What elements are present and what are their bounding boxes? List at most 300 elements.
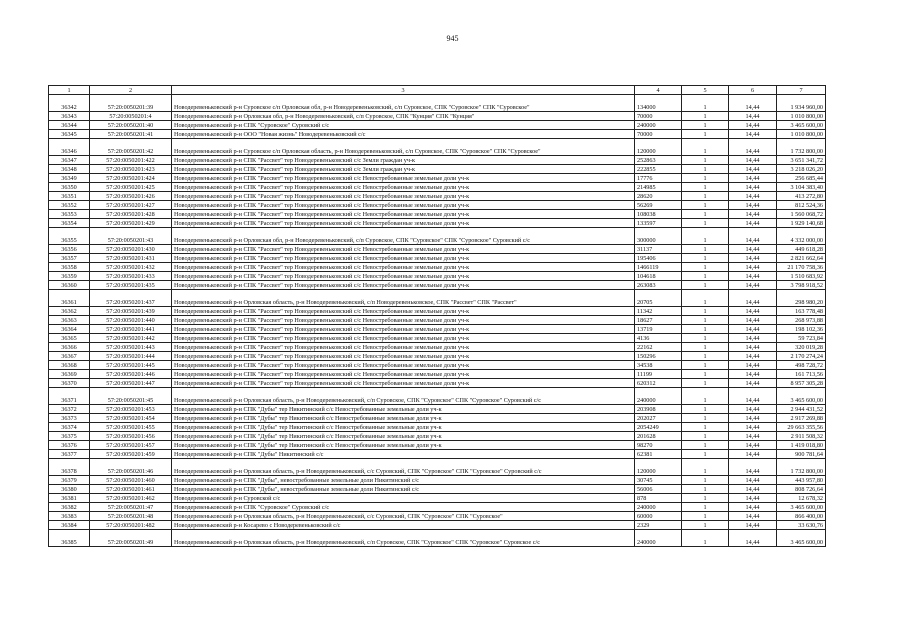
count-cell: 1 <box>682 183 729 192</box>
address-cell: Новодеревеньковский р-н СПК "Рассвет" тер Новодеревеньковский с/с Невостребованные земельные доли уч-к <box>172 334 635 343</box>
row-number-cell: 36378 <box>49 459 90 476</box>
rate-cell: 14,44 <box>729 254 777 263</box>
column-header: 6 <box>729 86 777 95</box>
cadastral-value-cell: 3 465 600,00 <box>777 121 826 130</box>
cadastral-value-cell: 12 678,32 <box>777 494 826 503</box>
area-cell: 28620 <box>635 192 682 201</box>
area-cell: 13719 <box>635 325 682 334</box>
count-cell: 1 <box>682 370 729 379</box>
count-cell: 1 <box>682 512 729 521</box>
count-cell: 1 <box>682 352 729 361</box>
cadastral-value-cell: 8 957 305,28 <box>777 379 826 388</box>
rate-cell: 14,44 <box>729 192 777 201</box>
row-number-cell: 36353 <box>49 210 90 219</box>
cadastral-number-cell: 57:20:0050201:459 <box>90 450 172 459</box>
rate-cell: 14,44 <box>729 423 777 432</box>
table-row <box>49 476 826 485</box>
row-number-cell: 36385 <box>49 530 90 547</box>
cadastral-number-cell: 57:20:0050201:43 <box>90 228 172 245</box>
row-number-cell: 36356 <box>49 245 90 254</box>
table-row <box>49 165 826 174</box>
table-row <box>49 459 826 476</box>
table-row <box>49 494 826 503</box>
count-cell: 1 <box>682 139 729 156</box>
address-cell: Новодеревеньковский р-н СПК "Рассвет" тер Новодеревеньковский с/с Невостребованные земельные доли уч-к <box>172 281 635 290</box>
area-cell: 240000 <box>635 530 682 547</box>
cadastral-value-cell: 812 524,36 <box>777 201 826 210</box>
table-row <box>49 281 826 290</box>
cadastral-value-cell: 1 934 960,00 <box>777 95 826 112</box>
rate-cell: 14,44 <box>729 156 777 165</box>
cadastral-value-cell: 1 419 018,80 <box>777 441 826 450</box>
address-cell: Новодеревеньковский р-н Суровской с/с <box>172 494 635 503</box>
count-cell: 1 <box>682 388 729 405</box>
count-cell: 1 <box>682 192 729 201</box>
cadastral-value-cell: 443 957,80 <box>777 476 826 485</box>
cadastral-value-cell: 498 728,72 <box>777 361 826 370</box>
row-number-cell: 36377 <box>49 450 90 459</box>
row-number-cell: 36383 <box>49 512 90 521</box>
rate-cell: 14,44 <box>729 174 777 183</box>
cadastral-number-cell: 57:20:0050201:432 <box>90 263 172 272</box>
rate-cell: 14,44 <box>729 512 777 521</box>
count-cell: 1 <box>682 414 729 423</box>
row-number-cell: 36342 <box>49 95 90 112</box>
area-cell: 22162 <box>635 343 682 352</box>
area-cell: 11342 <box>635 307 682 316</box>
cadastral-value-cell: 1 010 800,00 <box>777 112 826 121</box>
table-row <box>49 156 826 165</box>
table-row <box>49 485 826 494</box>
rate-cell: 14,44 <box>729 530 777 547</box>
area-cell: 17776 <box>635 174 682 183</box>
row-number-cell: 36357 <box>49 254 90 263</box>
area-cell: 252863 <box>635 156 682 165</box>
count-cell: 1 <box>682 334 729 343</box>
address-cell: Новодеревеньковский р-н Орловская область, р-н Новодеревеньковский, с/с Суровский, СПК "Суровское" СПК "Суровское" Суровский с/с <box>172 459 635 476</box>
count-cell: 1 <box>682 174 729 183</box>
cadastral-number-cell: 57:20:0050201:46 <box>90 459 172 476</box>
address-cell: Новодеревеньковский р-н Орловская область, р-н Новодеревеньковский, с/с Суровский, СПК "Суровское" СПК "Суровское" <box>172 512 635 521</box>
address-cell: Новодеревеньковский р-н СПК "Рассвет" тер Новодеревеньковский с/с Невостребованные земельные доли уч-к <box>172 272 635 281</box>
count-cell: 1 <box>682 494 729 503</box>
rate-cell: 14,44 <box>729 272 777 281</box>
row-number-cell: 36370 <box>49 379 90 388</box>
cadastral-number-cell: 57:20:0050201:428 <box>90 210 172 219</box>
count-cell: 1 <box>682 521 729 530</box>
area-cell: 150296 <box>635 352 682 361</box>
cadastral-number-cell: 57:20:0050201:444 <box>90 352 172 361</box>
row-number-cell: 36371 <box>49 388 90 405</box>
table-row <box>49 370 826 379</box>
rate-cell: 14,44 <box>729 414 777 423</box>
count-cell: 1 <box>682 95 729 112</box>
row-number-cell: 36380 <box>49 485 90 494</box>
row-number-cell: 36373 <box>49 414 90 423</box>
address-cell: Новодеревеньковский р-н СПК "Рассвет" тер Новодеревеньковский с/с Невостребованные земельные доли уч-к <box>172 263 635 272</box>
rate-cell: 14,44 <box>729 405 777 414</box>
count-cell: 1 <box>682 316 729 325</box>
cadastral-value-cell: 3 798 918,52 <box>777 281 826 290</box>
table-row <box>49 201 826 210</box>
cadastral-number-cell: 57:20:0050201:442 <box>90 334 172 343</box>
address-cell: Новодеревеньковский р-н ООО "Новая жизнь" Новодеревеньковский с/с <box>172 130 635 139</box>
row-number-cell: 36382 <box>49 503 90 512</box>
area-cell: 104618 <box>635 272 682 281</box>
count-cell: 1 <box>682 361 729 370</box>
cadastral-value-cell: 1 010 800,00 <box>777 130 826 139</box>
table-row <box>49 272 826 281</box>
row-number-cell: 36376 <box>49 441 90 450</box>
row-number-cell: 36375 <box>49 432 90 441</box>
address-cell: Новодеревеньковский р-н Орловская обл, р-н Новодеревеньковский, с/п Суровское, СПК "Кунцяя" СПК "Кунцяя" <box>172 112 635 121</box>
rate-cell: 14,44 <box>729 325 777 334</box>
count-cell: 1 <box>682 379 729 388</box>
count-cell: 1 <box>682 165 729 174</box>
cadastral-number-cell: 57:20:0050201:426 <box>90 192 172 201</box>
row-number-cell: 36343 <box>49 112 90 121</box>
table-row <box>49 174 826 183</box>
cadastral-number-cell: 57:20:0050201:41 <box>90 130 172 139</box>
cadastral-number-cell: 57:20:0050201:437 <box>90 290 172 307</box>
count-cell: 1 <box>682 485 729 494</box>
table-row <box>49 432 826 441</box>
table-row <box>49 530 826 547</box>
count-cell: 1 <box>682 245 729 254</box>
cadastral-number-cell: 57:20:0050201:456 <box>90 432 172 441</box>
area-cell: 120000 <box>635 139 682 156</box>
table-row <box>49 254 826 263</box>
cadastral-number-cell: 57:20:0050201:433 <box>90 272 172 281</box>
table-row <box>49 210 826 219</box>
area-cell: 120000 <box>635 459 682 476</box>
area-cell: 11199 <box>635 370 682 379</box>
address-cell: Новодеревеньковский р-н СПК "Дубы" тер Никитинский с/с Невостребованные земельные доли уч-к <box>172 432 635 441</box>
rate-cell: 14,44 <box>729 459 777 476</box>
area-cell: 133597 <box>635 219 682 228</box>
rate-cell: 14,44 <box>729 476 777 485</box>
rate-cell: 14,44 <box>729 379 777 388</box>
area-cell: 300000 <box>635 228 682 245</box>
rate-cell: 14,44 <box>729 290 777 307</box>
row-number-cell: 36365 <box>49 334 90 343</box>
row-number-cell: 36351 <box>49 192 90 201</box>
address-cell: Новодеревеньковский р-н Орловская область, р-н Новодеревеньковский, с/п Суровское, СПК "Суровское" СПК "Суровское" Суровское с/с <box>172 530 635 547</box>
area-cell: 2329 <box>635 521 682 530</box>
cadastral-value-cell: 3 651 341,72 <box>777 156 826 165</box>
address-cell: Новодеревеньковский р-н СПК "Рассвет" тер Новодеревеньковский с/с Невостребованные земельные доли уч-к <box>172 352 635 361</box>
table-row <box>49 325 826 334</box>
cadastral-value-cell: 298 980,20 <box>777 290 826 307</box>
cadastral-number-cell: 57:20:0050201:455 <box>90 423 172 432</box>
cadastral-number-cell: 57:20:0050201:49 <box>90 530 172 547</box>
column-header: 1 <box>49 86 90 95</box>
table-row <box>49 245 826 254</box>
cadastral-value-cell: 21 170 758,36 <box>777 263 826 272</box>
row-number-cell: 36354 <box>49 219 90 228</box>
address-cell: Новодеревеньковский р-н СПК "Рассвет" тер Новодеревеньковский с/с Невостребованные земельные доли уч-к <box>172 370 635 379</box>
rate-cell: 14,44 <box>729 245 777 254</box>
cadastral-number-cell: 57:20:0050201:40 <box>90 121 172 130</box>
area-cell: 263083 <box>635 281 682 290</box>
cadastral-value-cell: 449 618,28 <box>777 245 826 254</box>
count-cell: 1 <box>682 503 729 512</box>
table-row <box>49 219 826 228</box>
area-cell: 201628 <box>635 432 682 441</box>
table-row <box>49 112 826 121</box>
cadastral-number-cell: 57:20:0050201:443 <box>90 343 172 352</box>
count-cell: 1 <box>682 112 729 121</box>
page-number: 945 <box>446 34 459 43</box>
rate-cell: 14,44 <box>729 210 777 219</box>
row-number-cell: 36362 <box>49 307 90 316</box>
area-cell: 34538 <box>635 361 682 370</box>
table-row <box>49 361 826 370</box>
address-cell: Новодеревеньковский р-н СПК "Рассвет" тер Новодеревеньковский с/с Невостребованные земельные доли уч-к <box>172 210 635 219</box>
cadastral-value-cell: 4 332 000,00 <box>777 228 826 245</box>
area-cell: 203908 <box>635 405 682 414</box>
cadastral-value-cell: 1 929 140,68 <box>777 219 826 228</box>
table-row <box>49 503 826 512</box>
count-cell: 1 <box>682 343 729 352</box>
count-cell: 1 <box>682 201 729 210</box>
count-cell: 1 <box>682 325 729 334</box>
area-cell: 70000 <box>635 130 682 139</box>
cadastral-value-cell: 1 560 068,72 <box>777 210 826 219</box>
cadastral-value-cell: 1 510 683,92 <box>777 272 826 281</box>
rate-cell: 14,44 <box>729 112 777 121</box>
cadastral-number-cell: 57:20:0050201:4 <box>90 112 172 121</box>
count-cell: 1 <box>682 530 729 547</box>
address-cell: Новодеревеньковский р-н СПК "Рассвет" тер Новодеревеньковский с/с Невостребованные земельные доли уч-к <box>172 316 635 325</box>
cadastral-number-cell: 57:20:0050201:425 <box>90 183 172 192</box>
address-cell: Новодеревеньковский р-н СПК "Дубы" тер Никитинский с/с Невостребованные земельные доли уч-к <box>172 423 635 432</box>
area-cell: 20705 <box>635 290 682 307</box>
row-number-cell: 36344 <box>49 121 90 130</box>
count-cell: 1 <box>682 210 729 219</box>
address-cell: Новодеревеньковский р-н СПК "Рассвет" тер Новодеревеньковский с/с Невостребованные земельные доли уч-к <box>172 254 635 263</box>
table-row <box>49 450 826 459</box>
cadastral-number-cell: 57:20:0050201:39 <box>90 95 172 112</box>
column-header: 4 <box>635 86 682 95</box>
row-number-cell: 36347 <box>49 156 90 165</box>
table-header-row <box>49 86 826 95</box>
address-cell: Новодеревеньковский р-н СПК "Дубы", невостребованные земельные доли Никитинский с/с <box>172 476 635 485</box>
area-cell: 240000 <box>635 503 682 512</box>
count-cell: 1 <box>682 450 729 459</box>
column-header: 3 <box>172 86 635 95</box>
row-number-cell: 36379 <box>49 476 90 485</box>
rate-cell: 14,44 <box>729 494 777 503</box>
address-cell: Новодеревеньковский р-н СПК "Суровское" Суровский с/с <box>172 121 635 130</box>
address-cell: Новодеревеньковский р-н СПК "Рассвет" тер Новодеревеньковский с/с Невостребованные земельные доли уч-к <box>172 219 635 228</box>
area-cell: 2054249 <box>635 423 682 432</box>
row-number-cell: 36369 <box>49 370 90 379</box>
row-number-cell: 36366 <box>49 343 90 352</box>
rate-cell: 14,44 <box>729 219 777 228</box>
count-cell: 1 <box>682 476 729 485</box>
rate-cell: 14,44 <box>729 343 777 352</box>
rate-cell: 14,44 <box>729 139 777 156</box>
table-row <box>49 405 826 414</box>
area-cell: 620312 <box>635 379 682 388</box>
table-row <box>49 423 826 432</box>
area-cell: 18627 <box>635 316 682 325</box>
address-cell: Новодеревеньковский р-н СПК "Рассвет" тер Новодеревеньковский с/с Невостребованные земельные доли уч-к <box>172 245 635 254</box>
rate-cell: 14,44 <box>729 228 777 245</box>
row-number-cell: 36363 <box>49 316 90 325</box>
row-number-cell: 36372 <box>49 405 90 414</box>
cadastral-number-cell: 57:20:0050201:431 <box>90 254 172 263</box>
row-number-cell: 36374 <box>49 423 90 432</box>
count-cell: 1 <box>682 441 729 450</box>
row-number-cell: 36348 <box>49 165 90 174</box>
area-cell: 30745 <box>635 476 682 485</box>
address-cell: Новодеревеньковский р-н Косарево с Новодеревеньковский с/с <box>172 521 635 530</box>
rate-cell: 14,44 <box>729 432 777 441</box>
address-cell: Новодеревеньковский р-н СПК "Рассвет" тер Новодеревеньковский с/с Земли граждан уч-к <box>172 156 635 165</box>
cadastral-number-cell: 57:20:0050201:460 <box>90 476 172 485</box>
row-number-cell: 36360 <box>49 281 90 290</box>
cadastral-value-cell: 59 723,84 <box>777 334 826 343</box>
table-row <box>49 228 826 245</box>
cadastral-number-cell: 57:20:0050201:447 <box>90 379 172 388</box>
rate-cell: 14,44 <box>729 316 777 325</box>
cadastral-number-cell: 57:20:0050201:462 <box>90 494 172 503</box>
address-cell: Новодеревеньковский р-н СПК "Рассвет" тер Новодеревеньковский с/с Невостребованные земельные доли уч-к <box>172 192 635 201</box>
area-cell: 70000 <box>635 112 682 121</box>
count-cell: 1 <box>682 290 729 307</box>
area-cell: 240000 <box>635 388 682 405</box>
address-cell: Новодеревеньковский р-н Орловская область, р-н Новодеревеньковский, с/п Новодеревеньковское, СПК "Рассвет" СПК "Рассвет" <box>172 290 635 307</box>
column-header: 2 <box>90 86 172 95</box>
address-cell: Новодеревеньковский р-н Суровское с/п Орловская обл, р-н Новодеревеньковский, с/п Суровское, СПК "Суровское" СПК "Суровское" <box>172 95 635 112</box>
cadastral-value-cell: 198 102,36 <box>777 325 826 334</box>
rate-cell: 14,44 <box>729 307 777 316</box>
cadastral-number-cell: 57:20:0050201:446 <box>90 370 172 379</box>
column-header: 5 <box>682 86 729 95</box>
row-number-cell: 36368 <box>49 361 90 370</box>
table-row <box>49 343 826 352</box>
address-cell: Новодеревеньковский р-н СПК "Дубы" тер Никитинский с/с Невостребованные земельные доли уч-к <box>172 405 635 414</box>
cadastral-value-cell: 3 465 600,00 <box>777 503 826 512</box>
address-cell: Новодеревеньковский р-н СПК "Рассвет" тер Новодеревеньковский с/с Невостребованные земельные доли уч-к <box>172 307 635 316</box>
rate-cell: 14,44 <box>729 121 777 130</box>
cadastral-value-cell: 2 911 508,32 <box>777 432 826 441</box>
address-cell: Новодеревеньковский р-н Суровское с/п Орловская область, р-н Новодеревеньковский, с/п Суровское, СПК "Суровское" СПК "Суровское" <box>172 139 635 156</box>
cadastral-number-cell: 57:20:0050201:453 <box>90 405 172 414</box>
cadastral-number-cell: 57:20:0050201:454 <box>90 414 172 423</box>
row-number-cell: 36346 <box>49 139 90 156</box>
address-cell: Новодеревеньковский р-н СПК "Рассвет" тер Новодеревеньковский с/с Земли граждан уч-к <box>172 165 635 174</box>
area-cell: 108038 <box>635 210 682 219</box>
cadastral-number-cell: 57:20:0050201:441 <box>90 325 172 334</box>
table-row <box>49 388 826 405</box>
row-number-cell: 36349 <box>49 174 90 183</box>
count-cell: 1 <box>682 272 729 281</box>
address-cell: Новодеревеньковский р-н СПК "Рассвет" тер Новодеревеньковский с/с Невостребованные земельные доли уч-к <box>172 201 635 210</box>
row-number-cell: 36381 <box>49 494 90 503</box>
cadastral-number-cell: 57:20:0050201:42 <box>90 139 172 156</box>
count-cell: 1 <box>682 281 729 290</box>
row-number-cell: 36345 <box>49 130 90 139</box>
rate-cell: 14,44 <box>729 183 777 192</box>
cadastral-value-cell: 29 663 355,56 <box>777 423 826 432</box>
cadastral-number-cell: 57:20:0050201:427 <box>90 201 172 210</box>
table-row <box>49 130 826 139</box>
address-cell: Новодеревеньковский р-н СПК "Рассвет" тер Новодеревеньковский с/с Невостребованные земельные доли уч-к <box>172 361 635 370</box>
table-row <box>49 139 826 156</box>
row-number-cell: 36367 <box>49 352 90 361</box>
table-row <box>49 183 826 192</box>
cadastral-value-cell: 3 218 026,20 <box>777 165 826 174</box>
rate-cell: 14,44 <box>729 450 777 459</box>
row-number-cell: 36359 <box>49 272 90 281</box>
cadastral-value-cell: 1 732 800,00 <box>777 459 826 476</box>
cadastral-value-cell: 3 465 600,00 <box>777 388 826 405</box>
count-cell: 1 <box>682 130 729 139</box>
rate-cell: 14,44 <box>729 263 777 272</box>
cadastral-number-cell: 57:20:0050201:445 <box>90 361 172 370</box>
area-cell: 62381 <box>635 450 682 459</box>
table-row <box>49 352 826 361</box>
cadastral-value-cell: 256 685,44 <box>777 174 826 183</box>
cadastral-value-cell: 866 400,00 <box>777 512 826 521</box>
cadastral-value-cell: 2 821 662,64 <box>777 254 826 263</box>
area-cell: 195406 <box>635 254 682 263</box>
row-number-cell: 36361 <box>49 290 90 307</box>
row-number-cell: 36350 <box>49 183 90 192</box>
row-number-cell: 36352 <box>49 201 90 210</box>
cadastral-number-cell: 57:20:0050201:424 <box>90 174 172 183</box>
table-row <box>49 192 826 201</box>
cadastral-value-cell: 3 104 383,40 <box>777 183 826 192</box>
table-row <box>49 316 826 325</box>
cadastral-number-cell: 57:20:0050201:422 <box>90 156 172 165</box>
address-cell: Новодеревеньковский р-н СПК "Суровское" Суровский с/с <box>172 503 635 512</box>
area-cell: 1466119 <box>635 263 682 272</box>
count-cell: 1 <box>682 121 729 130</box>
count-cell: 1 <box>682 156 729 165</box>
area-cell: 31137 <box>635 245 682 254</box>
address-cell: Новодеревеньковский р-н СПК "Рассвет" тер Новодеревеньковский с/с Невостребованные земельные доли уч-к <box>172 325 635 334</box>
cadastral-number-cell: 57:20:0050201:423 <box>90 165 172 174</box>
area-cell: 202027 <box>635 414 682 423</box>
rate-cell: 14,44 <box>729 281 777 290</box>
cadastral-number-cell: 57:20:0050201:457 <box>90 441 172 450</box>
address-cell: Новодеревеньковский р-н СПК "Дубы" тер Никитинский с/с Невостребованные земельные доли уч-к <box>172 441 635 450</box>
cadastral-value-cell: 163 778,48 <box>777 307 826 316</box>
row-number-cell: 36364 <box>49 325 90 334</box>
table-row <box>49 414 826 423</box>
rate-cell: 14,44 <box>729 521 777 530</box>
area-cell: 134000 <box>635 95 682 112</box>
table-row <box>49 441 826 450</box>
cadastral-number-cell: 57:20:0050201:439 <box>90 307 172 316</box>
area-cell: 222855 <box>635 165 682 174</box>
cadastral-value-cell: 3 465 600,00 <box>777 530 826 547</box>
cadastral-value-cell: 2 944 431,52 <box>777 405 826 414</box>
count-cell: 1 <box>682 228 729 245</box>
table-row <box>49 263 826 272</box>
cadastral-number-cell: 57:20:0050201:435 <box>90 281 172 290</box>
cadastral-value-cell: 268 973,88 <box>777 316 826 325</box>
column-header: 7 <box>777 86 826 95</box>
cadastral-number-cell: 57:20:0050201:440 <box>90 316 172 325</box>
table-row <box>49 307 826 316</box>
rate-cell: 14,44 <box>729 201 777 210</box>
cadastral-value-cell: 320 019,28 <box>777 343 826 352</box>
